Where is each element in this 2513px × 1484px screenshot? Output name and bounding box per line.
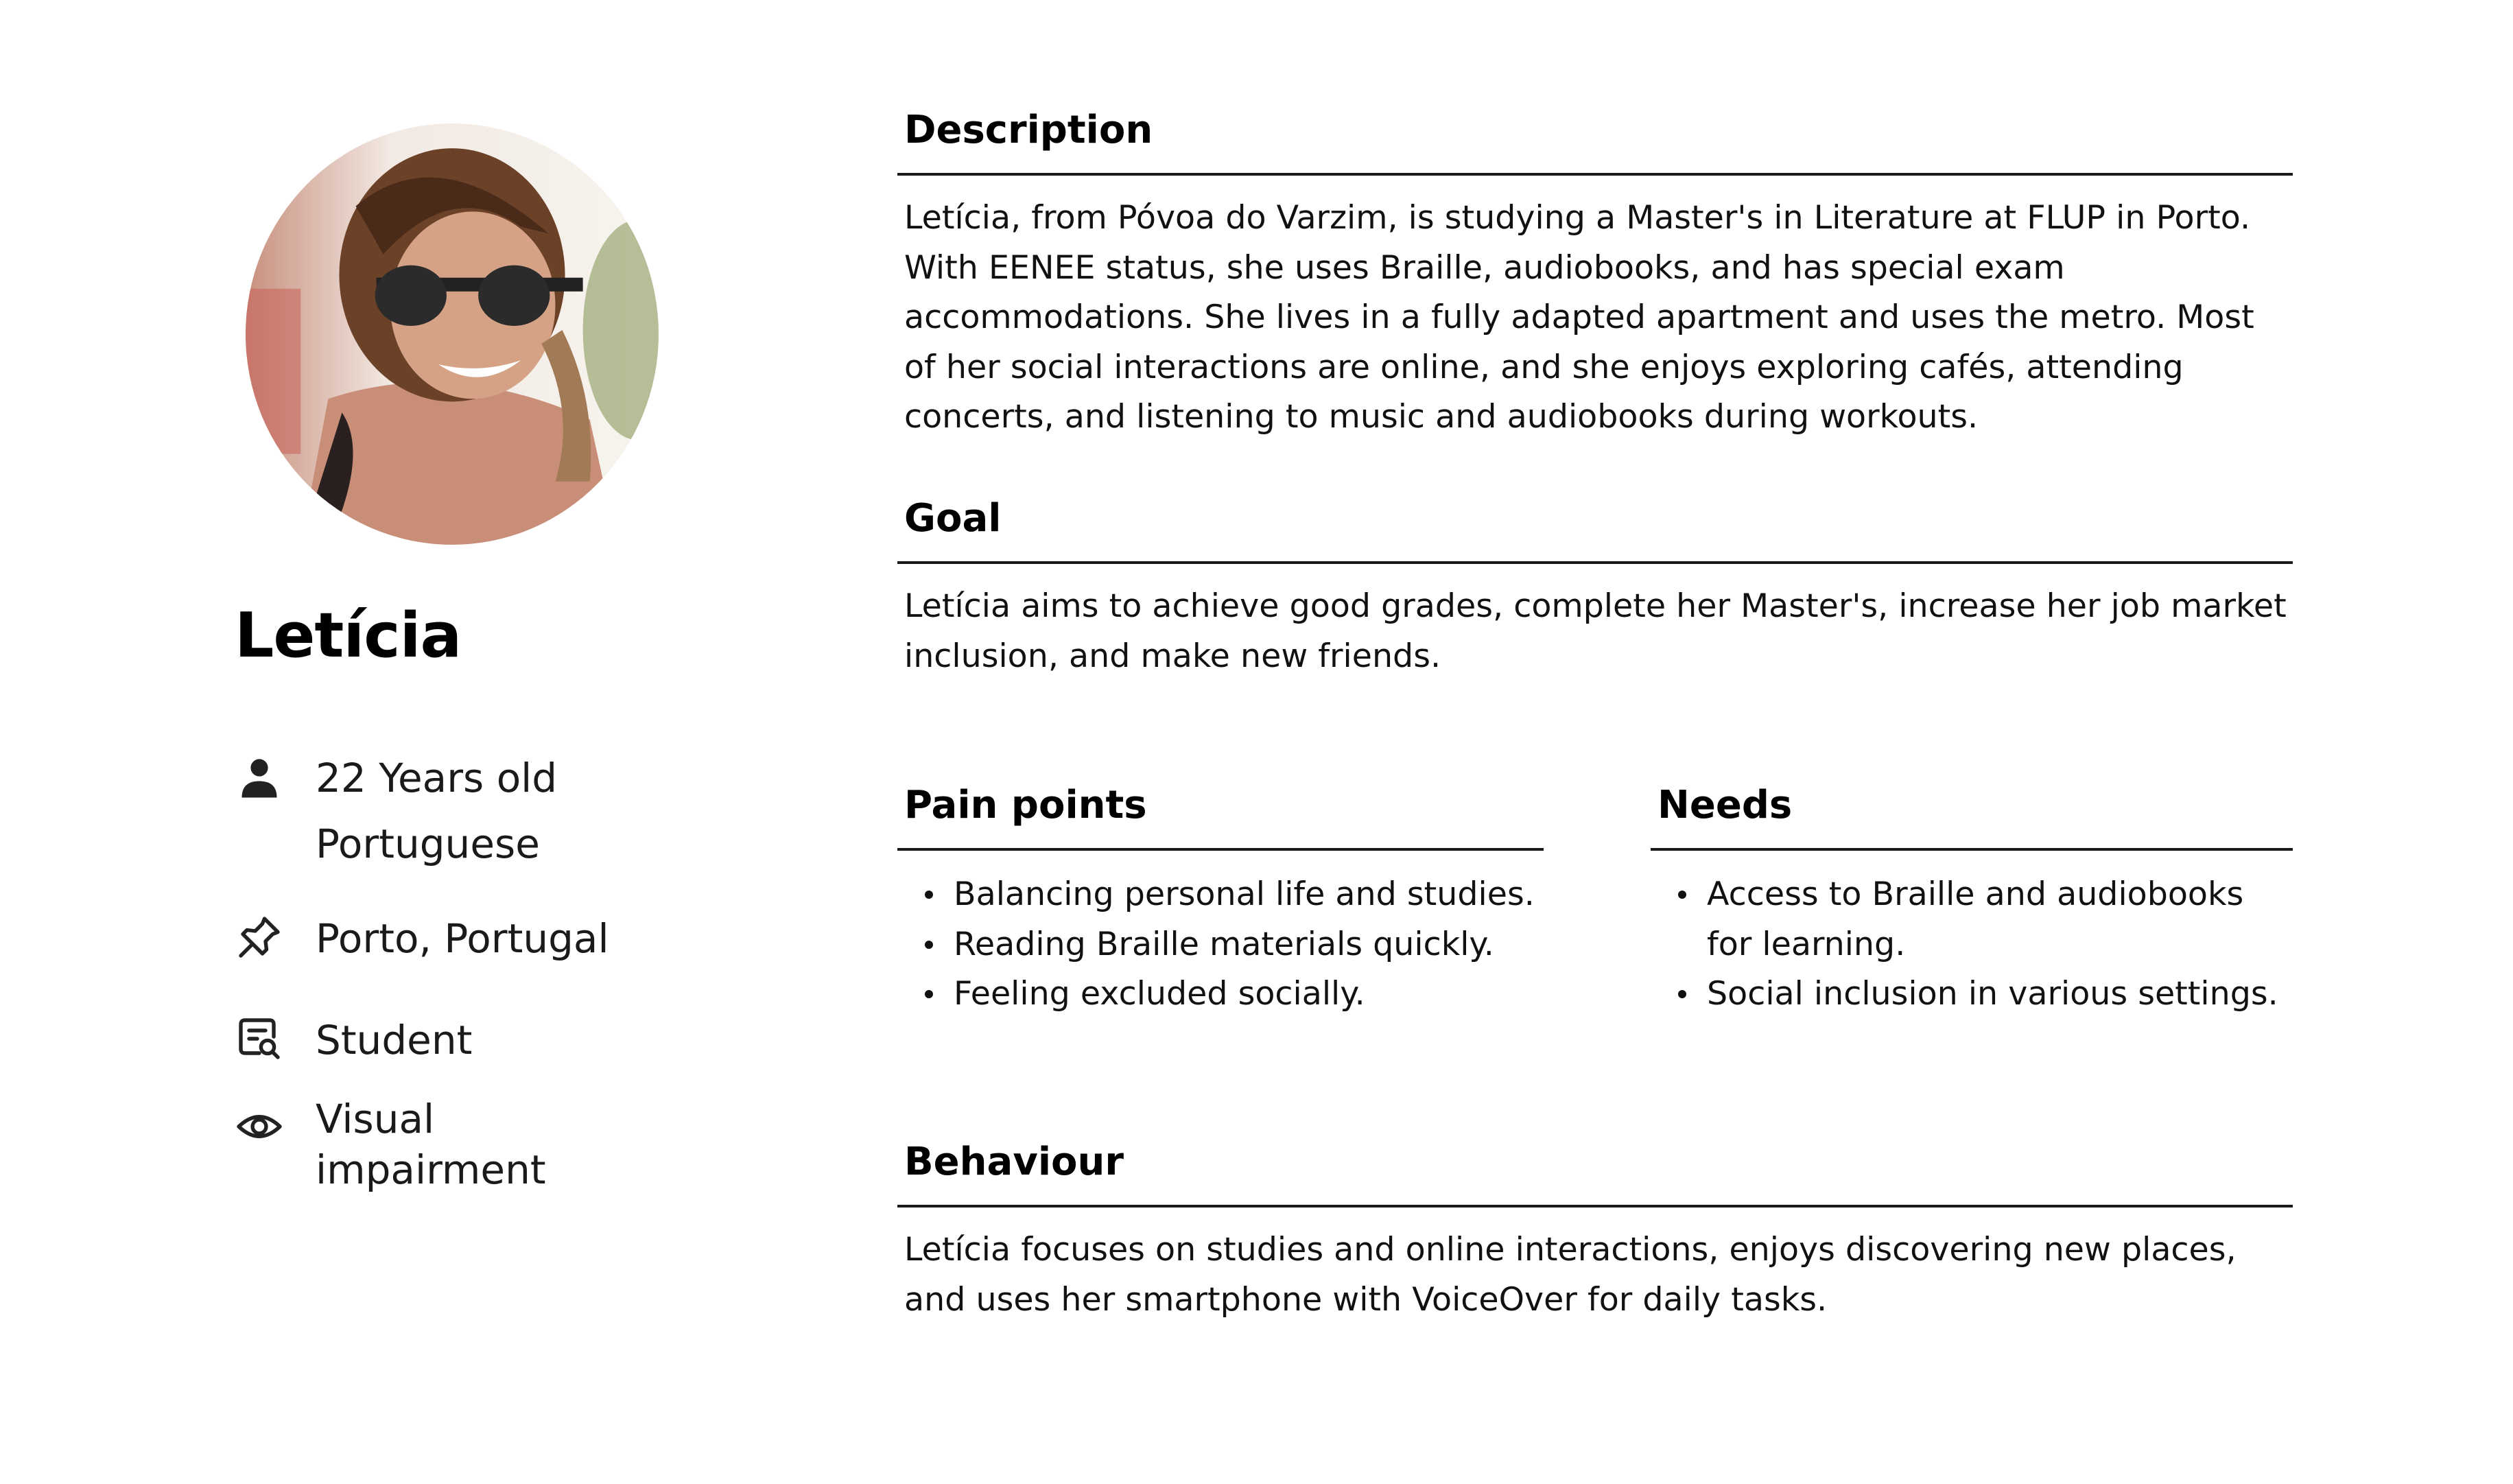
- goal-text: Letícia aims to achieve good grades, complete her Master's, increase her job market inclusion, and make new friends.: [904, 587, 2287, 675]
- needs-heading: Needs: [1657, 783, 1793, 827]
- needs-list: [1651, 870, 2293, 1020]
- location-text: Porto, Portugal: [316, 915, 609, 962]
- pain-points-list: [897, 870, 1544, 1020]
- description-section: [897, 103, 2293, 443]
- eye-icon: [235, 1102, 284, 1151]
- fact-occupation: [235, 1007, 619, 1069]
- goal-section: [897, 491, 2293, 681]
- pain-points-divider: [897, 848, 1544, 851]
- pain-points-heading: Pain points: [904, 783, 1147, 827]
- fact-condition: [235, 1091, 619, 1201]
- needs-divider: [1651, 848, 2293, 851]
- description-heading: Description: [904, 108, 1153, 152]
- goal-heading: Goal: [904, 496, 1002, 541]
- persona-name: Letícia: [235, 600, 462, 672]
- document-search-icon: [235, 1014, 284, 1063]
- needs-section: [1651, 778, 2293, 1020]
- behaviour-heading: Behaviour: [904, 1140, 1124, 1184]
- list-item: Social inclusion in various settings.: [1707, 969, 2293, 1020]
- behaviour-text: Letícia focuses on studies and online interactions, enjoys discovering new places, and uses her smartphone with VoiceOver for daily tasks.: [904, 1231, 2237, 1319]
- person-icon: [235, 753, 284, 803]
- condition-text: Visual impairment: [316, 1096, 546, 1193]
- fact-age-nationality: [235, 745, 619, 869]
- description-text: Letícia, from Póvoa do Varzim, is studying a Master's in Literature at FLUP in Porto. With EENEE status, she uses Braille, audiobooks, and has special exam accommodations. She lives in a fully adapted apartment and uses the metro. Most of her social interactions are online, and she enjoys exploring cafés, attending concerts, and listening to music and audiobooks during workouts.: [904, 199, 2254, 436]
- pin-icon: [235, 912, 284, 962]
- goal-divider: [897, 561, 2293, 564]
- list-item: Feeling excluded socially.: [954, 969, 1544, 1020]
- occupation-text: Student: [316, 1017, 473, 1063]
- nationality-text: Portuguese: [316, 821, 540, 867]
- behaviour-section: [897, 1135, 2293, 1325]
- list-item: Access to Braille and audiobooks for learning.: [1707, 870, 2293, 969]
- description-divider: [897, 173, 2293, 176]
- age-text: 22 Years old: [316, 755, 558, 801]
- behaviour-divider: [897, 1205, 2293, 1208]
- persona-photo: [246, 123, 659, 545]
- list-item: Reading Braille materials quickly.: [954, 920, 1544, 970]
- fact-location: [235, 906, 619, 967]
- persona-photo-illustration: [246, 123, 659, 545]
- list-item: Balancing personal life and studies.: [954, 870, 1544, 920]
- pain-points-section: [897, 778, 1544, 1020]
